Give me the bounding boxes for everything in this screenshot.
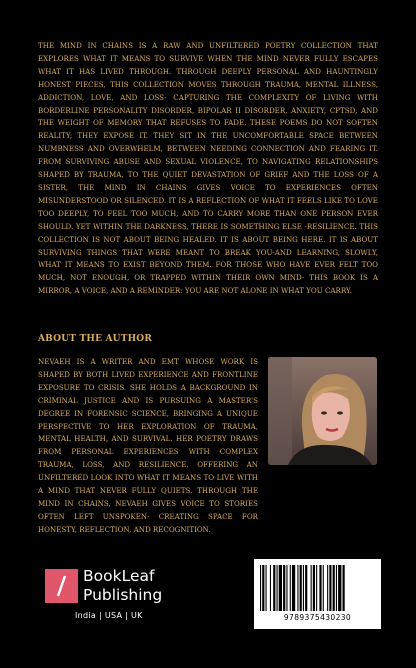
author-portrait-image: [268, 357, 377, 465]
publisher-logo: [45, 567, 195, 637]
publisher-name-line2: Publishing: [83, 586, 163, 604]
publisher-name: [83, 567, 162, 605]
book-blurb: THE MIND IN CHAINS IS A RAW AND UNFILTERED POETRY COLLECTION THAT EXPLORES WHAT IT MEANS TO SURVIVE WHEN THE MIND NEVER FULLY ESCAPES WHAT IT HAS LIVED THROUGH. THROUGH DEEPLY PERSONAL AND HAUNTINGLY HONEST PIECES, THIS COLLECTION MOVES THROUGH TRAUMA, MENTAL ILLNESS, ADDICTION, LOVE, AND LOSS- CAPTURING THE COMPLEXITY OF LIVING WITH BORDERLINE PERSONALITY DISORDER, BIPOLAR II DISORDER, ANXIETY, CPTSD, AND THE WEIGHT OF MEMORY THAT REFUSES TO FADE. THESE POEMS DO NOT SOFTEN REALITY; THEY EXPOSE IT. THEY SIT IN THE UNCOMFORTABLE SPACE BETWEEN NUMBNESS AND OVERWHELM, BETWEEN NEEDING CONNECTION AND FEARING IT. FROM SURVIVING ABUSE AND SEXUAL VIOLENCE, TO NAVIGATING RELATIONSHIPS SHAPED BY TRAUMA, TO THE QUIET DEVASTATION OF GRIEF AND THE LOSS OF A SISTER, THE MIND IN CHAINS GIVES VOICE TO EXPERIENCES OFTEN MISUNDERSTOOD OR SILENCED. IT IS A REFLECTION OF WHAT IT FEELS LIKE TO LOVE TOO DEEPLY, TO FEEL TOO MUCH, AND TO CARRY MORE THAN ONE PERSON EVER SHOULD. YET WITHIN THE DARKNESS, THERE IS SOMETHING ELSE -RESILIENCE. THIS COLLECTION IS NOT ABOUT BEING HEALED. IT IS ABOUT BEING HERE. IT IS ABOUT SURVIVING THINGS THAT WERE MEANT TO BREAK YOU-AND LEARNING, SLOWLY, WHAT IT MEANS TO EXIST BEYOND THEM. FOR THOSE WHO HAVE EVER FELT TOO MUCH, NOT ENOUGH, OR TRAPPED WITHIN THEIR OWN MIND- THIS BOOK IS A MIRROR, A VOICE, AND A REMINDER: YOU ARE NOT ALONE IN WHAT YOU CARRY.: [38, 41, 378, 296]
author-photo: [268, 357, 377, 465]
publisher-locations: India | USA | UK: [75, 611, 143, 620]
isbn-number: 9789375430230: [283, 613, 352, 622]
slash-icon: [45, 569, 78, 603]
bookleaf-logo-mark: [45, 569, 78, 603]
about-author-heading: ABOUT THE AUTHOR: [38, 334, 153, 344]
isbn-barcode: [254, 559, 381, 629]
publisher-name-line1: BookLeaf: [83, 567, 155, 585]
author-bio: NEVAEH IS A WRITER AND EMT WHOSE WORK IS SHAPED BY BOTH LIVED EXPERIENCE AND FRONTLINE EXPOSURE TO CRISIS. SHE HOLDS A BACKGROUND IN CRIMINAL JUSTICE AND IS PURSUING A MASTER'S DEGREE IN FORENSIC SCIENCE, BRINGING A UNIQUE PERSPECTIVE TO HER EXPLORATION OF TRAUMA, MENTAL HEALTH, AND SURVIVAL. HER POETRY DRAWS FROM PERSONAL EXPERIENCES WITH COMPLEX TRAUMA, LOSS, AND RESILIENCE, OFFERING AN UNFILTERED LOOK INTO WHAT IT MEANS TO LIVE WITH A MIND THAT NEVER FULLY QUIETS. THROUGH THE MIND IN CHAINS, NEVAEH GIVES VOICE TO STORIES OFTEN LEFT UNSPOKEN- CREATING SPACE FOR HONESTY, REFLECTION, AND RECOGNITION.: [38, 357, 258, 534]
barcode-icon: [254, 559, 381, 613]
